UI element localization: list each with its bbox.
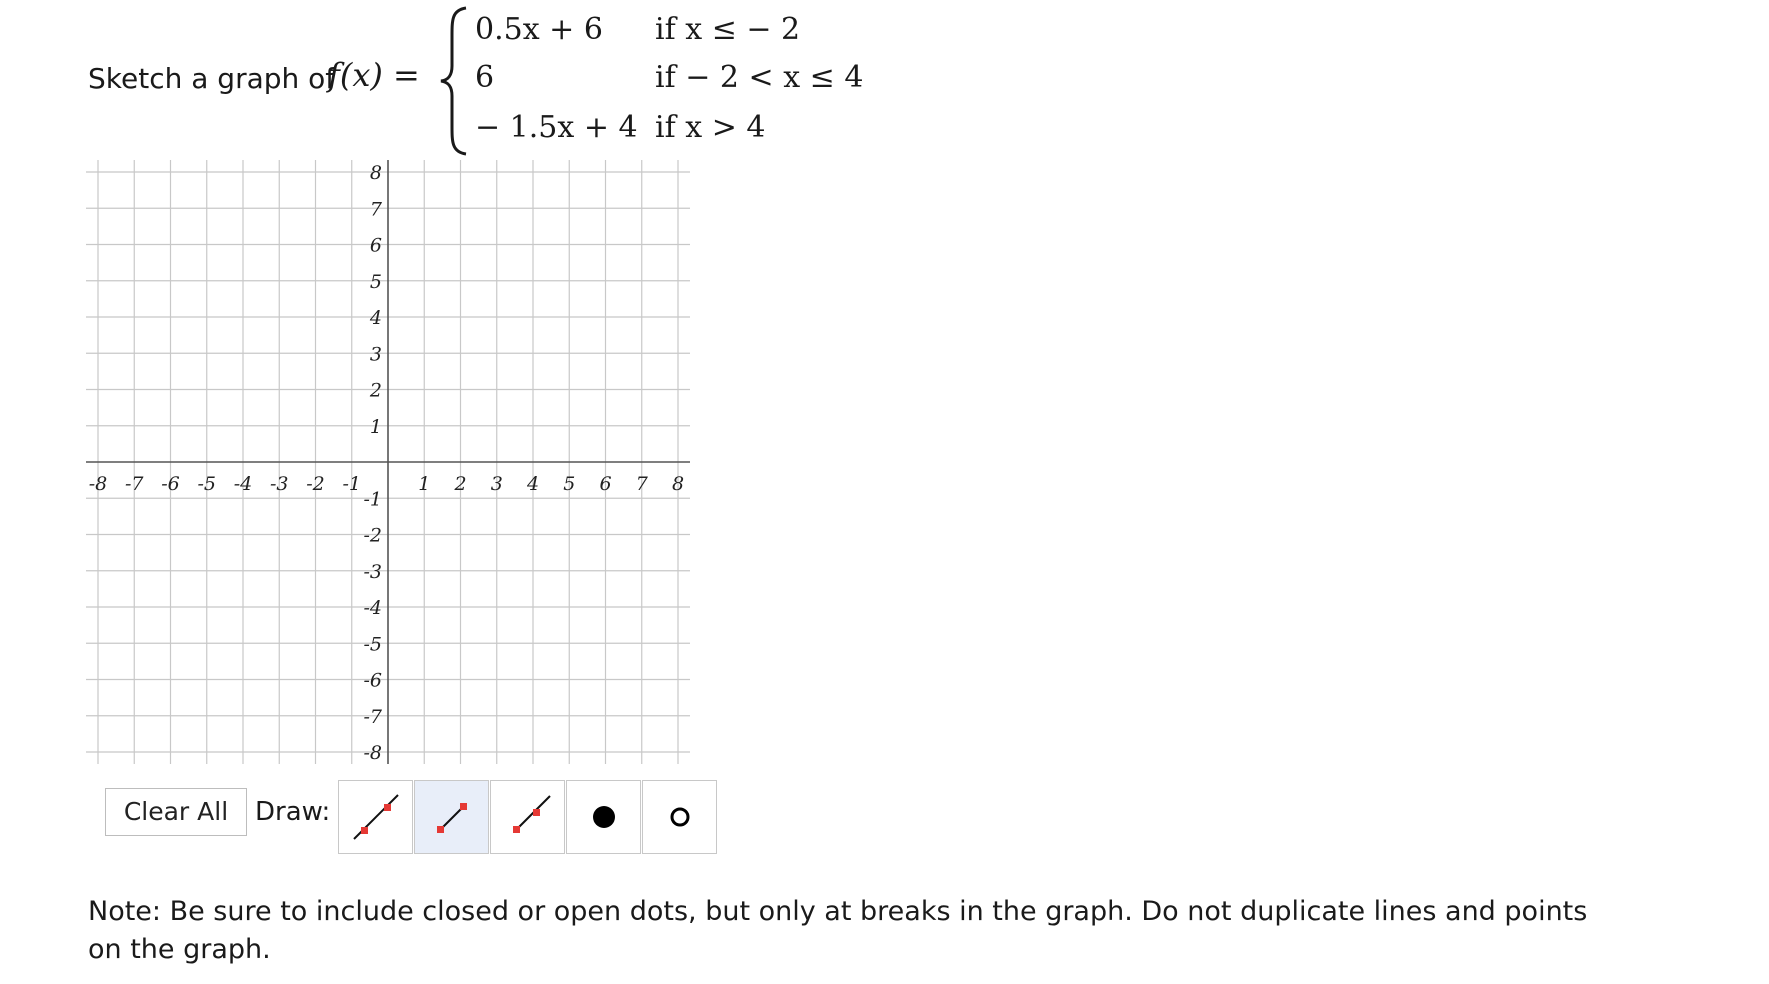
closed-dot-tool-button[interactable]: [566, 780, 641, 854]
line-tool-button[interactable]: [338, 780, 413, 854]
segment-icon: [424, 789, 480, 845]
function-name: f(x): [328, 56, 383, 94]
y-tick-label: 5: [369, 270, 382, 293]
graph-canvas[interactable]: [86, 160, 690, 764]
note-text: Note: Be sure to include closed or open dots, but only at breaks in the graph. Do not duplicate lines and points on the graph.: [88, 896, 1588, 965]
x-tick-label: 8: [671, 473, 685, 495]
case-2-condition: if − 2 < x ≤ 4: [655, 60, 864, 95]
x-tick-label: 5: [563, 473, 576, 495]
y-tick-label: -7: [363, 705, 382, 728]
equals-sign: =: [393, 56, 420, 94]
x-tick-label: 3: [490, 473, 503, 495]
ray-icon: [500, 789, 556, 845]
y-tick-label: -6: [363, 669, 382, 692]
y-tick-label: 8: [369, 162, 382, 184]
clear-all-button[interactable]: Clear All: [105, 788, 247, 836]
y-tick-label: -3: [363, 560, 382, 583]
piecewise-brace: [438, 6, 470, 156]
y-tick-label: -1: [363, 488, 382, 511]
y-tick-label: -4: [363, 597, 382, 619]
case-3-expression: − 1.5x + 4: [475, 110, 638, 145]
y-tick-label: 6: [369, 234, 382, 257]
case-1-condition: if x ≤ − 2: [655, 12, 801, 47]
y-tick-label: 1: [369, 415, 382, 438]
x-tick-label: 4: [526, 473, 540, 495]
x-tick-label: -3: [269, 473, 289, 495]
y-tick-label: 4: [369, 307, 382, 329]
case-1-expression: 0.5x + 6: [475, 12, 603, 47]
ray-tool-button[interactable]: [490, 780, 565, 854]
function-label: [328, 56, 420, 94]
open-dot-icon: [652, 789, 708, 845]
y-tick-label: 7: [369, 198, 382, 221]
x-tick-label: -7: [124, 473, 144, 495]
x-tick-label: 1: [418, 473, 431, 495]
y-tick-label: 3: [369, 343, 382, 366]
y-tick-label: -2: [363, 524, 382, 547]
x-tick-label: -6: [161, 473, 180, 495]
y-tick-label: -8: [363, 742, 382, 764]
y-tick-label: -5: [363, 633, 382, 656]
x-tick-label: -4: [233, 473, 253, 495]
draw-label: Draw:: [255, 797, 331, 827]
x-tick-label: -1: [342, 473, 362, 495]
open-dot-tool-button[interactable]: [642, 780, 717, 854]
case-2-expression: 6: [475, 60, 495, 95]
x-tick-label: 7: [635, 473, 648, 495]
case-3-condition: if x > 4: [655, 110, 766, 145]
x-tick-label: 2: [454, 473, 467, 495]
line-icon: [348, 789, 404, 845]
closed-dot-icon: [576, 789, 632, 845]
question-prompt: Sketch a graph of: [88, 62, 336, 95]
y-tick-label: 2: [369, 379, 382, 402]
segment-tool-button[interactable]: [414, 780, 489, 854]
x-tick-label: -2: [306, 473, 325, 495]
x-tick-label: 6: [599, 473, 612, 495]
x-tick-label: -5: [197, 473, 217, 495]
x-tick-label: -8: [88, 473, 108, 495]
